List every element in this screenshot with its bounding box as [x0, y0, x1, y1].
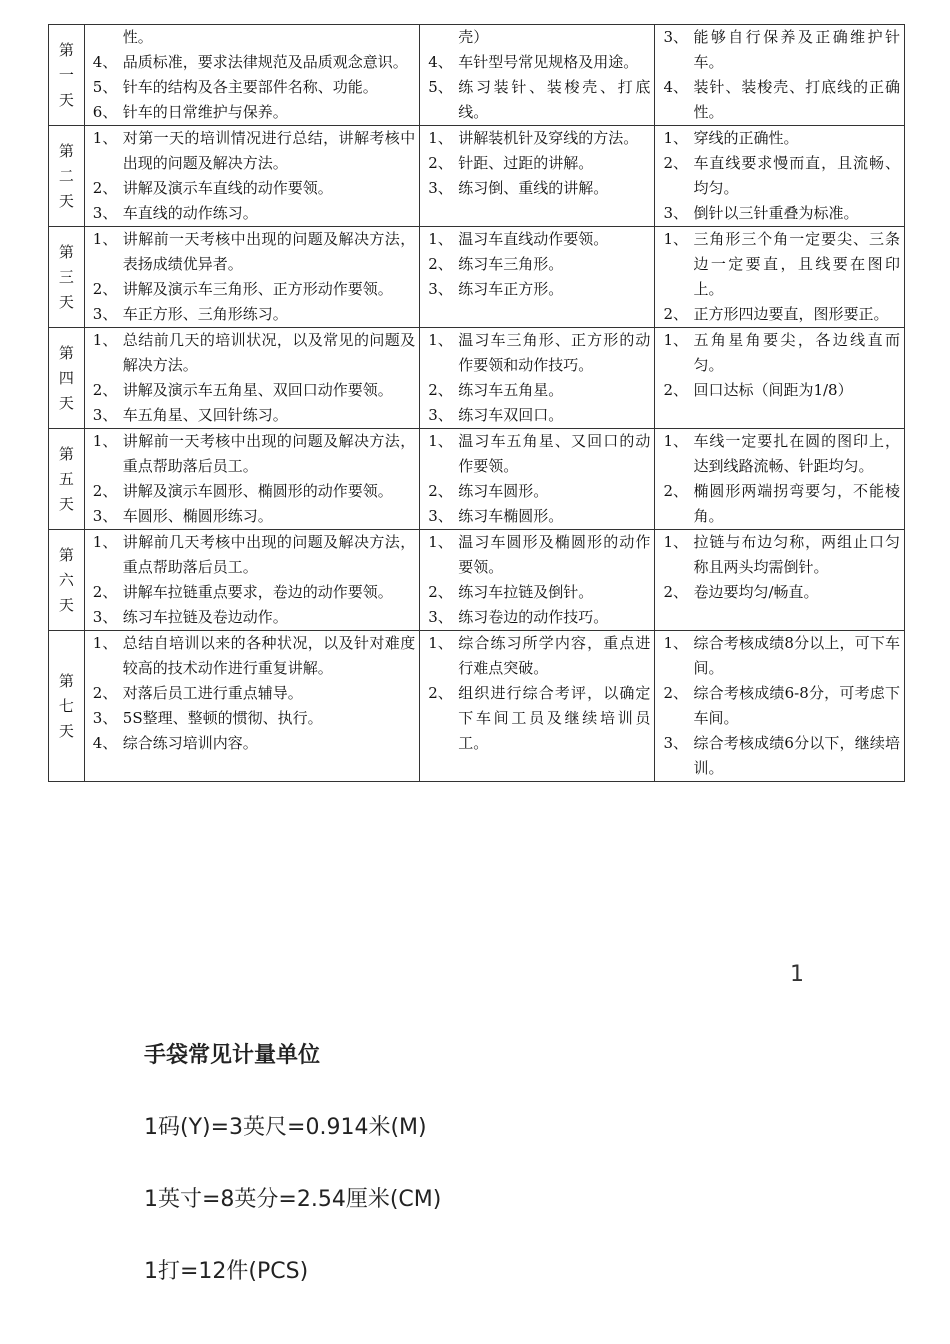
item-text: 三角形三个角一定要尖、三条边一定要直，且线要在图印上。	[693, 230, 900, 298]
standard-list	[659, 328, 900, 403]
item-text: 讲解及演示车三角形、正方形动作要领。	[122, 280, 393, 298]
units-title: 手袋常见计量单位	[144, 1043, 321, 1068]
list-item	[424, 378, 650, 403]
standard-list	[659, 126, 900, 226]
item-text: 练习车拉链及倒针。	[458, 583, 594, 601]
item-number: 3、	[428, 507, 453, 525]
day-cell	[49, 429, 85, 530]
item-text: 练习车五角星。	[458, 381, 564, 399]
practice-content-cell	[420, 328, 655, 429]
item-text: 对落后员工进行重点辅导。	[122, 684, 303, 702]
practice-list	[424, 429, 650, 529]
list-item	[424, 681, 650, 756]
training-content-cell	[84, 328, 419, 429]
assessment-standard-cell	[655, 25, 905, 126]
item-text: 讲解及演示车圆形、椭圆形的动作要领。	[122, 482, 393, 500]
item-text: 综合练习所学内容，重点进行难点突破。	[458, 634, 651, 677]
item-text: 组织进行综合考评，以确定下车间工员及继续培训员工。	[458, 684, 651, 752]
content-list	[89, 631, 415, 756]
item-text: 穿线的正确性。	[693, 129, 799, 147]
list-item	[424, 504, 650, 529]
list-item	[659, 302, 900, 327]
item-number: 3、	[92, 709, 118, 727]
list-item	[424, 403, 650, 428]
list-item	[659, 151, 900, 201]
unit-line-yard: 1码(Y)=3英尺=0.914米(M)	[144, 1115, 427, 1140]
list-item	[89, 403, 415, 428]
item-number: 3、	[428, 406, 453, 424]
list-item	[89, 631, 415, 681]
item-number: 2、	[663, 381, 688, 399]
item-text: 品质标准，要求法律规范及品质观念意识。	[122, 53, 408, 71]
item-number: 4、	[92, 53, 118, 71]
table-row	[49, 328, 905, 429]
list-item	[424, 25, 650, 50]
item-text: 总结前几天的培训状况，以及常见的问题及解决方法。	[122, 331, 416, 374]
item-number: 3、	[428, 280, 453, 298]
item-number: 1、	[428, 533, 453, 551]
day-cell	[49, 126, 85, 227]
item-number: 3、	[428, 608, 453, 626]
item-text: 讲解装机针及穿线的方法。	[458, 129, 639, 147]
item-number: 2、	[92, 482, 118, 500]
training-content-cell	[84, 530, 419, 631]
list-item	[659, 731, 900, 781]
item-text: 装针、装梭壳、打底线的正确性。	[693, 78, 900, 121]
list-item	[659, 328, 900, 378]
page-number: 1	[790, 962, 804, 987]
item-text: 练习卷边的动作技巧。	[458, 608, 609, 626]
item-number: 2、	[92, 280, 118, 298]
list-item	[424, 277, 650, 302]
list-item	[89, 706, 415, 731]
list-item	[89, 126, 415, 176]
item-text: 讲解前一天考核中出现的问题及解决方法，重点帮助落后员工。	[122, 432, 416, 475]
list-item	[659, 580, 900, 605]
item-number: 1、	[663, 432, 688, 450]
practice-content-cell	[420, 126, 655, 227]
training-content-cell	[84, 227, 419, 328]
item-text: 性。	[122, 28, 153, 46]
item-number: 4、	[428, 53, 453, 71]
item-number: 2、	[428, 583, 453, 601]
item-number: 3、	[92, 608, 118, 626]
item-number: 1、	[92, 432, 118, 450]
item-number: 1、	[663, 230, 688, 248]
item-text: 总结自培训以来的各种状况，以及针对难度较高的技术动作进行重复讲解。	[122, 634, 416, 677]
item-text: 正方形四边要直，图形要正。	[693, 305, 889, 323]
item-text: 综合练习培训内容。	[122, 734, 258, 752]
assessment-standard-cell	[655, 227, 905, 328]
list-item	[89, 277, 415, 302]
table-row	[49, 631, 905, 782]
list-item	[89, 50, 415, 75]
practice-list	[424, 328, 650, 428]
item-text: 讲解前几天考核中出现的问题及解决方法，重点帮助落后员工。	[122, 533, 416, 576]
day-label: 第五天	[58, 444, 74, 513]
item-text: 讲解及演示车五角星、双回口动作要领。	[122, 381, 393, 399]
list-item	[659, 227, 900, 302]
list-item	[424, 631, 650, 681]
item-number: 3、	[92, 305, 118, 323]
practice-content-cell	[420, 227, 655, 328]
item-number: 4、	[663, 78, 688, 96]
item-number: 1、	[663, 331, 688, 349]
item-text: 车正方形、三角形练习。	[122, 305, 288, 323]
list-item	[89, 328, 415, 378]
list-item	[89, 530, 415, 580]
item-number: 2、	[663, 482, 688, 500]
list-item	[424, 227, 650, 252]
content-list	[89, 25, 415, 125]
item-number: 2、	[663, 684, 688, 702]
content-list	[89, 429, 415, 529]
table-row	[49, 126, 905, 227]
table-row	[49, 25, 905, 126]
practice-content-cell	[420, 25, 655, 126]
item-number: 2、	[92, 381, 118, 399]
item-text: 讲解前一天考核中出现的问题及解决方法，表扬成绩优异者。	[122, 230, 416, 273]
list-item	[659, 201, 900, 226]
list-item	[89, 378, 415, 403]
item-number: 2、	[663, 583, 688, 601]
unit-line-dozen: 1打=12件(PCS)	[144, 1259, 309, 1284]
item-number: 3、	[92, 204, 118, 222]
list-item	[424, 75, 650, 125]
list-item	[89, 176, 415, 201]
practice-content-cell	[420, 631, 655, 782]
day-label: 第七天	[58, 671, 74, 740]
list-item	[89, 479, 415, 504]
standard-list	[659, 429, 900, 529]
item-text: 车圆形、椭圆形练习。	[122, 507, 273, 525]
standard-list	[659, 631, 900, 781]
list-item	[424, 126, 650, 151]
day-label: 第四天	[58, 343, 74, 412]
training-content-cell	[84, 429, 419, 530]
practice-content-cell	[420, 429, 655, 530]
item-number: 2、	[92, 684, 118, 702]
item-number: 1、	[428, 331, 453, 349]
item-number: 2、	[428, 154, 453, 172]
item-text: 车五角星、又回针练习。	[122, 406, 288, 424]
item-number: 6、	[92, 103, 118, 121]
content-list	[89, 328, 415, 428]
item-text: 温习车五角星、又回口的动作要领。	[458, 432, 651, 475]
item-text: 练习车拉链及卷边动作。	[122, 608, 288, 626]
day-cell	[49, 328, 85, 429]
day-cell	[49, 631, 85, 782]
item-text: 练习车正方形。	[458, 280, 564, 298]
list-item	[659, 479, 900, 529]
training-schedule-body	[49, 25, 905, 782]
item-number: 1、	[92, 533, 118, 551]
item-number: 3、	[663, 28, 688, 46]
practice-content-cell	[420, 530, 655, 631]
item-text: 练习装针、装梭壳、打底线。	[458, 78, 651, 121]
list-item	[659, 631, 900, 681]
item-text: 车线一定要扎在圆的图印上，达到线路流畅、针距均匀。	[693, 432, 900, 475]
list-item	[89, 302, 415, 327]
item-number: 2、	[92, 179, 118, 197]
assessment-standard-cell	[655, 126, 905, 227]
item-text: 练习车双回口。	[458, 406, 564, 424]
day-cell	[49, 25, 85, 126]
list-item	[89, 580, 415, 605]
item-text: 拉链与布边匀称，两组止口匀称且两头均需倒针。	[693, 533, 900, 576]
list-item	[424, 429, 650, 479]
item-number: 2、	[663, 305, 688, 323]
item-text: 综合考核成绩8分以上，可下车间。	[693, 634, 900, 677]
content-list	[89, 227, 415, 327]
item-number: 3、	[92, 406, 118, 424]
item-number: 2、	[663, 154, 688, 172]
item-number: 1、	[92, 634, 118, 652]
list-item	[89, 100, 415, 125]
item-number: 2、	[428, 684, 453, 702]
list-item	[424, 252, 650, 277]
item-number: 1、	[92, 230, 118, 248]
list-item	[659, 75, 900, 125]
practice-list	[424, 126, 650, 201]
item-number: 1、	[663, 634, 688, 652]
item-text: 讲解及演示车直线的动作要领。	[122, 179, 333, 197]
practice-list	[424, 631, 650, 756]
item-text: 针车的结构及各主要部件名称、功能。	[122, 78, 378, 96]
list-item	[89, 605, 415, 630]
item-number: 1、	[663, 533, 688, 551]
list-item	[659, 530, 900, 580]
assessment-standard-cell	[655, 328, 905, 429]
item-number: 1、	[428, 634, 453, 652]
item-text: 讲解车拉链重点要求，卷边的动作要领。	[122, 583, 393, 601]
item-number: 3、	[663, 734, 688, 752]
list-item	[89, 504, 415, 529]
list-item	[424, 151, 650, 176]
list-item	[424, 479, 650, 504]
item-text: 卷边要均匀/畅直。	[693, 583, 819, 601]
practice-list	[424, 25, 650, 125]
training-content-cell	[84, 631, 419, 782]
training-content-cell	[84, 25, 419, 126]
practice-list	[424, 530, 650, 630]
item-text: 车直线要求慢而直，且流畅、均匀。	[693, 154, 900, 197]
list-item	[659, 429, 900, 479]
list-item	[424, 176, 650, 201]
day-label: 第一天	[58, 40, 74, 109]
list-item	[89, 25, 415, 50]
item-number: 3、	[92, 507, 118, 525]
item-number: 2、	[428, 381, 453, 399]
item-number: 3、	[428, 179, 453, 197]
day-cell	[49, 227, 85, 328]
item-text: 温习车直线动作要领。	[458, 230, 609, 248]
list-item	[659, 378, 900, 403]
item-number: 2、	[92, 583, 118, 601]
item-text: 针距、过距的讲解。	[458, 154, 594, 172]
item-number: 4、	[92, 734, 118, 752]
item-text: 能够自行保养及正确维护针车。	[693, 28, 900, 71]
item-number: 3、	[663, 204, 688, 222]
standard-list	[659, 530, 900, 605]
standard-list	[659, 227, 900, 327]
item-text: 五角星角要尖，各边线直而匀。	[693, 331, 900, 374]
item-text: 5S整理、整顿的惯彻、执行。	[122, 709, 323, 727]
training-content-cell	[84, 126, 419, 227]
standard-list	[659, 25, 900, 125]
table-row	[49, 227, 905, 328]
item-text: 练习车椭圆形。	[458, 507, 564, 525]
list-item	[89, 429, 415, 479]
item-text: 练习车三角形。	[458, 255, 564, 273]
item-number: 1、	[428, 432, 453, 450]
assessment-standard-cell	[655, 530, 905, 631]
item-text: 综合考核成绩6分以下，继续培训。	[693, 734, 900, 777]
item-text: 练习倒、重线的讲解。	[458, 179, 609, 197]
item-number: 2、	[428, 482, 453, 500]
list-item	[89, 731, 415, 756]
item-text: 温习车圆形及椭圆形的动作要领。	[458, 533, 651, 576]
list-item	[424, 530, 650, 580]
item-number: 5、	[92, 78, 118, 96]
item-text: 倒针以三针重叠为标准。	[693, 204, 859, 222]
item-number: 1、	[428, 129, 453, 147]
unit-line-inch: 1英寸=8英分=2.54厘米(CM)	[144, 1187, 442, 1212]
day-label: 第三天	[58, 242, 74, 311]
item-number: 5、	[428, 78, 453, 96]
list-item	[89, 227, 415, 277]
item-text: 壳）	[458, 28, 489, 46]
list-item	[659, 681, 900, 731]
practice-list	[424, 227, 650, 302]
list-item	[659, 25, 900, 75]
list-item	[89, 681, 415, 706]
item-text: 车直线的动作练习。	[122, 204, 258, 222]
list-item	[89, 75, 415, 100]
item-number: 1、	[92, 331, 118, 349]
item-text: 车针型号常见规格及用途。	[458, 53, 639, 71]
item-text: 温习车三角形、正方形的动作要领和动作技巧。	[458, 331, 651, 374]
day-cell	[49, 530, 85, 631]
table-row	[49, 530, 905, 631]
training-schedule-table	[48, 24, 905, 782]
list-item	[424, 50, 650, 75]
assessment-standard-cell	[655, 631, 905, 782]
list-item	[89, 201, 415, 226]
day-label: 第六天	[58, 545, 74, 614]
item-text: 针车的日常维护与保养。	[122, 103, 288, 121]
item-number: 1、	[663, 129, 688, 147]
item-number: 1、	[428, 230, 453, 248]
item-number: 1、	[92, 129, 118, 147]
content-list	[89, 126, 415, 226]
assessment-standard-cell	[655, 429, 905, 530]
content-list	[89, 530, 415, 630]
item-text: 练习车圆形。	[458, 482, 549, 500]
item-number: 2、	[428, 255, 453, 273]
item-text: 综合考核成绩6-8分，可考虑下车间。	[693, 684, 900, 727]
day-label: 第二天	[58, 141, 74, 210]
item-text: 椭圆形两端拐弯要匀，不能棱角。	[693, 482, 900, 525]
list-item	[659, 126, 900, 151]
list-item	[424, 605, 650, 630]
list-item	[424, 580, 650, 605]
list-item	[424, 328, 650, 378]
item-text: 对第一天的培训情况进行总结，讲解考核中出现的问题及解决方法。	[122, 129, 416, 172]
table-row	[49, 429, 905, 530]
item-text: 回口达标（间距为1/8）	[693, 381, 853, 399]
